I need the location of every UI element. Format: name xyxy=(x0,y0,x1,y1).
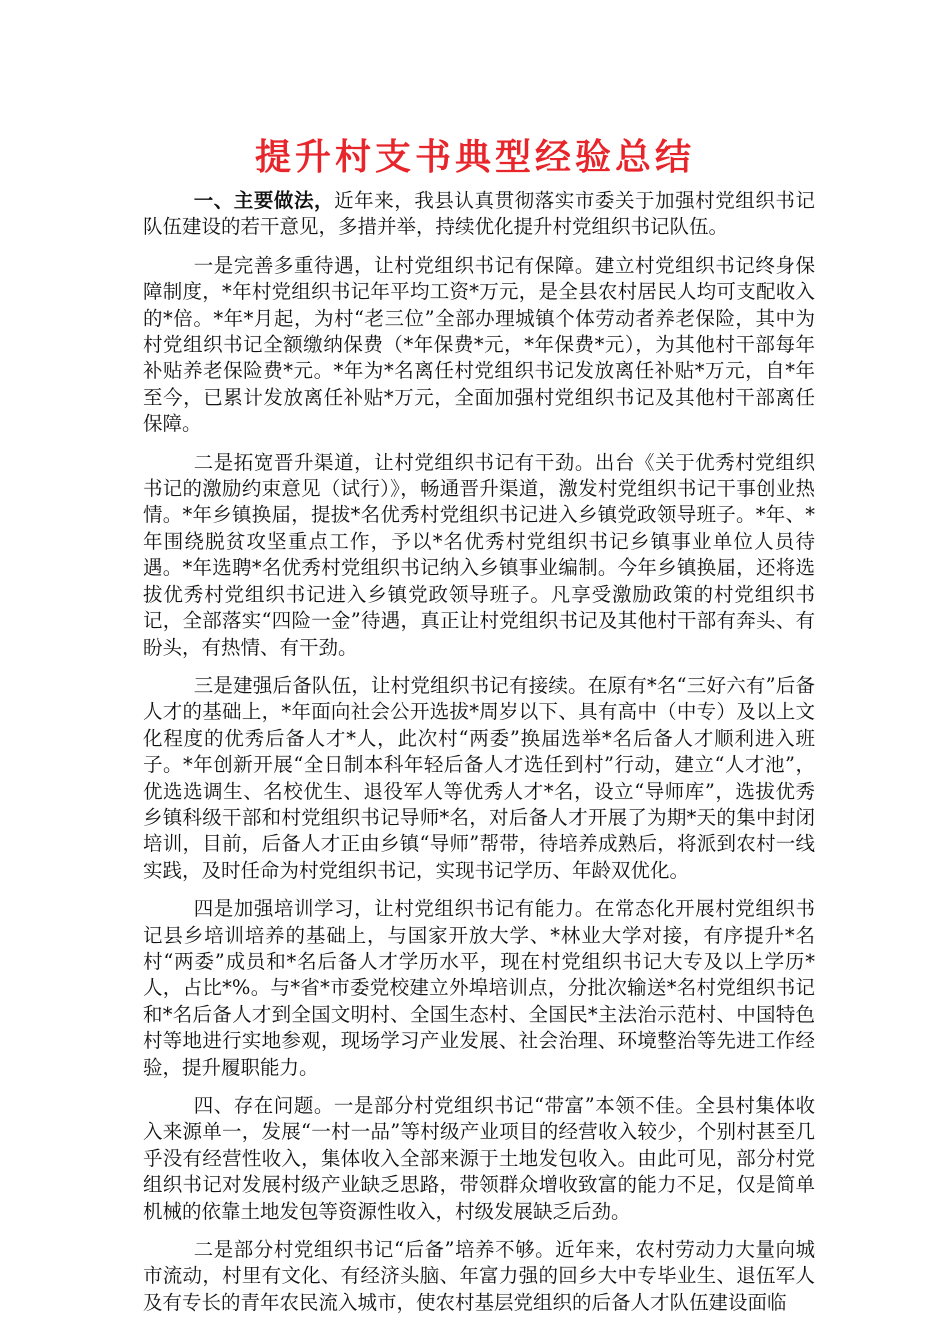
paragraph-promotion xyxy=(143,450,815,661)
paragraph-text: 三是建强后备队伍，让村党组织书记有接续。在原有*名“三好六有”后备人才的基础上，*年面向社会公开选拔*周岁以下、具有高中（中专）及以上文化程度的优秀后备人才*人，此次村“两委”换届选举*名后备人才顺利进入班子。*年创新开展“全日制本科年轻后备人才选任到村”行动，建立“人才池”，优选选调生、名校优生、退役军人等优秀人才*名，设立“导师库”，选拔优秀乡镇科级干部和村党组织书记导师*名，对后备人才开展了为期*天的集中封闭培训，目前，后备人才正由乡镇“导师”帮带，待培养成熟后，将派到农村一线实践，及时任命为村党组织书记，实现书记学历、年龄双优化。 xyxy=(143,673,815,882)
paragraph-reserve-team xyxy=(143,673,815,884)
paragraph-reserve-problem xyxy=(143,1237,815,1316)
paragraph-text: 一是完善多重待遇，让村党组织书记有保障。建立村党组织书记终身保障制度，*年村党组织书记年平均工资*万元，是全县农村居民人均可支配收入的*倍。*年*月起，为村“老三位”全部办理城镇个体劳动者养老保险，其中为村党组织书记全额缴纳保费（*年保费*元，*年保费*元），为其他村干部每年补贴养老保险费*元。*年为*名离任村党组织书记发放离任补贴*万元，自*年至今，已累计发放离任补贴*万元，全面加强村党组织书记及其他村干部离任保障。 xyxy=(143,253,815,436)
paragraph-problems xyxy=(143,1093,815,1225)
paragraph-benefits xyxy=(143,253,815,438)
paragraph-text: 二是部分村党组织书记“后备”培养不够。近年来，农村劳动力大量向城市流动，村里有文化、有经济头脑、年富力强的回乡大中专毕业生、退伍军人及有专长的青年农民流入城市，使农村基层党组织的后备人才队伍建设面临 xyxy=(143,1238,815,1314)
paragraph-lead: 一、主要做法， xyxy=(193,189,335,212)
paragraph-text: 四是加强培训学习，让村党组织书记有能力。在常态化开展村党组织书记县乡培训培养的基础上，与国家开放大学、*林业大学对接，有序提升*名村“两委”成员和*名后备人才学历水平，现在村党组织书记大专及以上学历*人，占比*%。与*省*市委党校建立外埠培训点，分批次输送*名村党组织书记和*名后备人才到全国文明村、全国生态村、全国民*主法治示范村、中国特色村等地进行实地参观，现场学习产业发展、社会治理、环境整治等先进工作经验，提升履职能力。 xyxy=(143,897,815,1079)
paragraph-text: 二是拓宽晋升渠道，让村党组织书记有干劲。出台《关于优秀村党组织书记的激励约束意见（试行）》，畅通晋升渠道，激发村党组织书记干事创业热情。*年乡镇换届，提拔*名优秀村党组织书记进入乡镇党政领导班子。*年、*年围绕脱贫攻坚重点工作，予以*名优秀村党组织书记乡镇事业单位人员待遇。*年选聘*名优秀村党组织书记纳入乡镇事业编制。今年乡镇换届，还将选拔优秀村党组织书记进入乡镇党政领导班子。凡享受激励政策的村党组织书记，全部落实“四险一金”待遇，真正让村党组织书记及其他村干部有奔头、有盼头，有热情、有干劲。 xyxy=(143,450,815,659)
paragraph-main-practices xyxy=(143,188,815,241)
paragraph-text: 近年来，我县认真贯彻落实市委关于加强村党组织书记队伍建设的若干意见，多措并举，持续优化提升村党组织书记队伍。 xyxy=(143,189,815,239)
document-body xyxy=(143,188,815,1328)
paragraph-training xyxy=(143,896,815,1081)
document-title: 提升村支书典型经验总结 xyxy=(254,136,695,178)
paragraph-text: 四、存在问题。一是部分村党组织书记“带富”本领不佳。全县村集体收入来源单一，发展“一村一品”等村级产业项目的经营收入较少，个别村甚至几乎没有经营性收入，集体收入全部来源于土地发包收入。由此可见，部分村党组织书记对发展村级产业缺乏思路，带领群众增收致富的能力不足，仅是简单机械的依靠土地发包等资源性收入，村级发展缺乏后劲。 xyxy=(143,1094,815,1223)
